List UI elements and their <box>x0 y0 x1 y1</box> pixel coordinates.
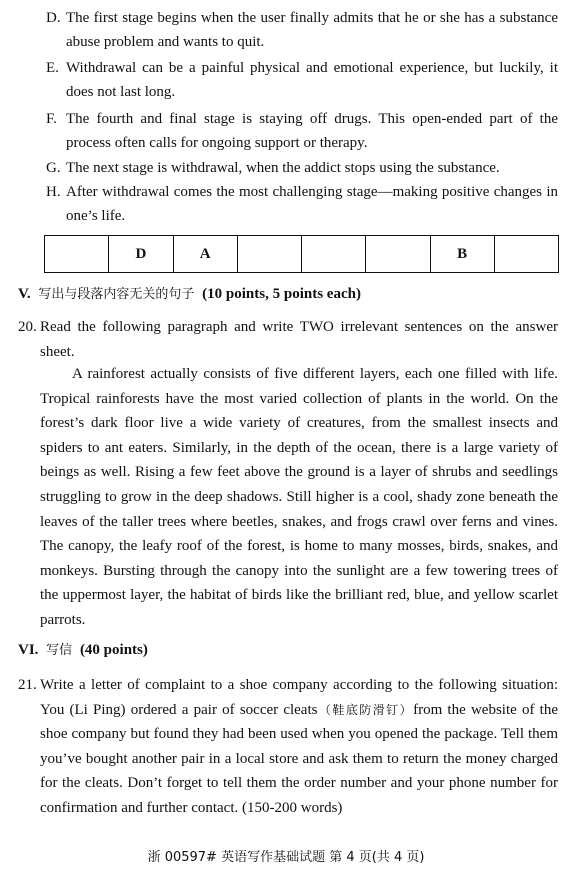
question-text-a: Write a letter of complaint to a shoe company according to the following situation: You (Li Ping) ordered a pair of soccer cleats <box>40 677 558 718</box>
answer-cell <box>302 236 366 273</box>
answer-cell <box>366 236 430 273</box>
section-6-heading <box>18 639 148 659</box>
option-text: The first stage begins when the user finally admits that he or she has a substance abuse problem and wants to quit. <box>66 10 558 50</box>
question-20 <box>18 315 558 364</box>
section-title: 写出与段落内容无关的句子 <box>38 287 195 302</box>
rainforest-paragraph: A rainforest actually consists of five different layers, each one filled with life. Tropical rainforests have the most varied collection of plants in the world. On the forest’s dark floor live a wide variety of creatures, from the smallest insects and spiders to ant eaters. Similarly, in the depth of the ocean, there is a large variety of beings as well. Rising a few feet above the ground is a layer of shrubs and seedlings struggling to grow in the deep shadows. Still higher is a cool, shady zone beneath the leaves of the taller trees where beetles, snakes, and frogs crawl over ferns and vines. The canopy, the leafy roof of the forest, is home to many mosses, birds, snakes, and monkeys. Bursting through the canopy into the sunlight are a few towering trees of the uppermost layer, the habitat of birds like the brilliant red, blue, and yellow scarlet parrots. <box>40 366 558 628</box>
chinese-gloss: （鞋底防滑钉） <box>317 702 414 717</box>
answer-cell: D <box>109 236 173 273</box>
question-text-b: from the website of the shoe company but found they had been used when you opened the package. Tell them you’ve bought another pair in a local store and ask them to return the money charged for the cleats. Don’t forget to tell them the order number and your phone number for confirmation and further contact. (150-200 words) <box>40 701 558 816</box>
question-number: 20. <box>18 319 37 335</box>
answer-cell: B <box>430 236 494 273</box>
answer-cell <box>45 236 109 273</box>
section-number: V. <box>18 286 31 302</box>
option-text: The fourth and final stage is staying off drugs. This open-ended part of the process often calls for ongoing support or therapy. <box>66 111 558 151</box>
option-text: Withdrawal can be a painful physical and emotional experience, but luckily, it does not last long. <box>66 60 558 100</box>
option-letter: H. <box>46 184 61 200</box>
option-letter: D. <box>46 10 61 26</box>
section-number: VI. <box>18 642 39 658</box>
answer-cell <box>494 236 558 273</box>
section-points: (40 points) <box>79 642 148 658</box>
answer-cell <box>237 236 301 273</box>
option-h <box>46 180 558 228</box>
option-text: After withdrawal comes the most challenging stage—making positive changes in one’s life. <box>66 184 558 224</box>
option-d <box>46 6 558 54</box>
option-text: The next stage is withdrawal, when the addict stops using the substance. <box>66 160 500 176</box>
answer-table <box>44 235 559 273</box>
option-e <box>46 56 558 104</box>
section-5-heading <box>18 283 361 303</box>
question-21 <box>18 673 558 820</box>
question-instruction: Read the following paragraph and write TWO irrelevant sentences on the answer sheet. <box>40 319 558 360</box>
question-text <box>18 673 558 820</box>
option-letter: E. <box>46 60 59 76</box>
section-title: 写信 <box>46 643 73 658</box>
answer-cell: A <box>173 236 237 273</box>
option-letter: G. <box>46 160 61 176</box>
option-letter: F. <box>46 111 57 127</box>
question-number: 21. <box>18 677 37 693</box>
page-footer: 浙 00597# 英语写作基础试题 第 4 页(共 4 页) <box>147 850 425 865</box>
option-f <box>46 107 558 155</box>
option-g <box>46 156 558 180</box>
section-points: (10 points, 5 points each) <box>202 286 361 302</box>
